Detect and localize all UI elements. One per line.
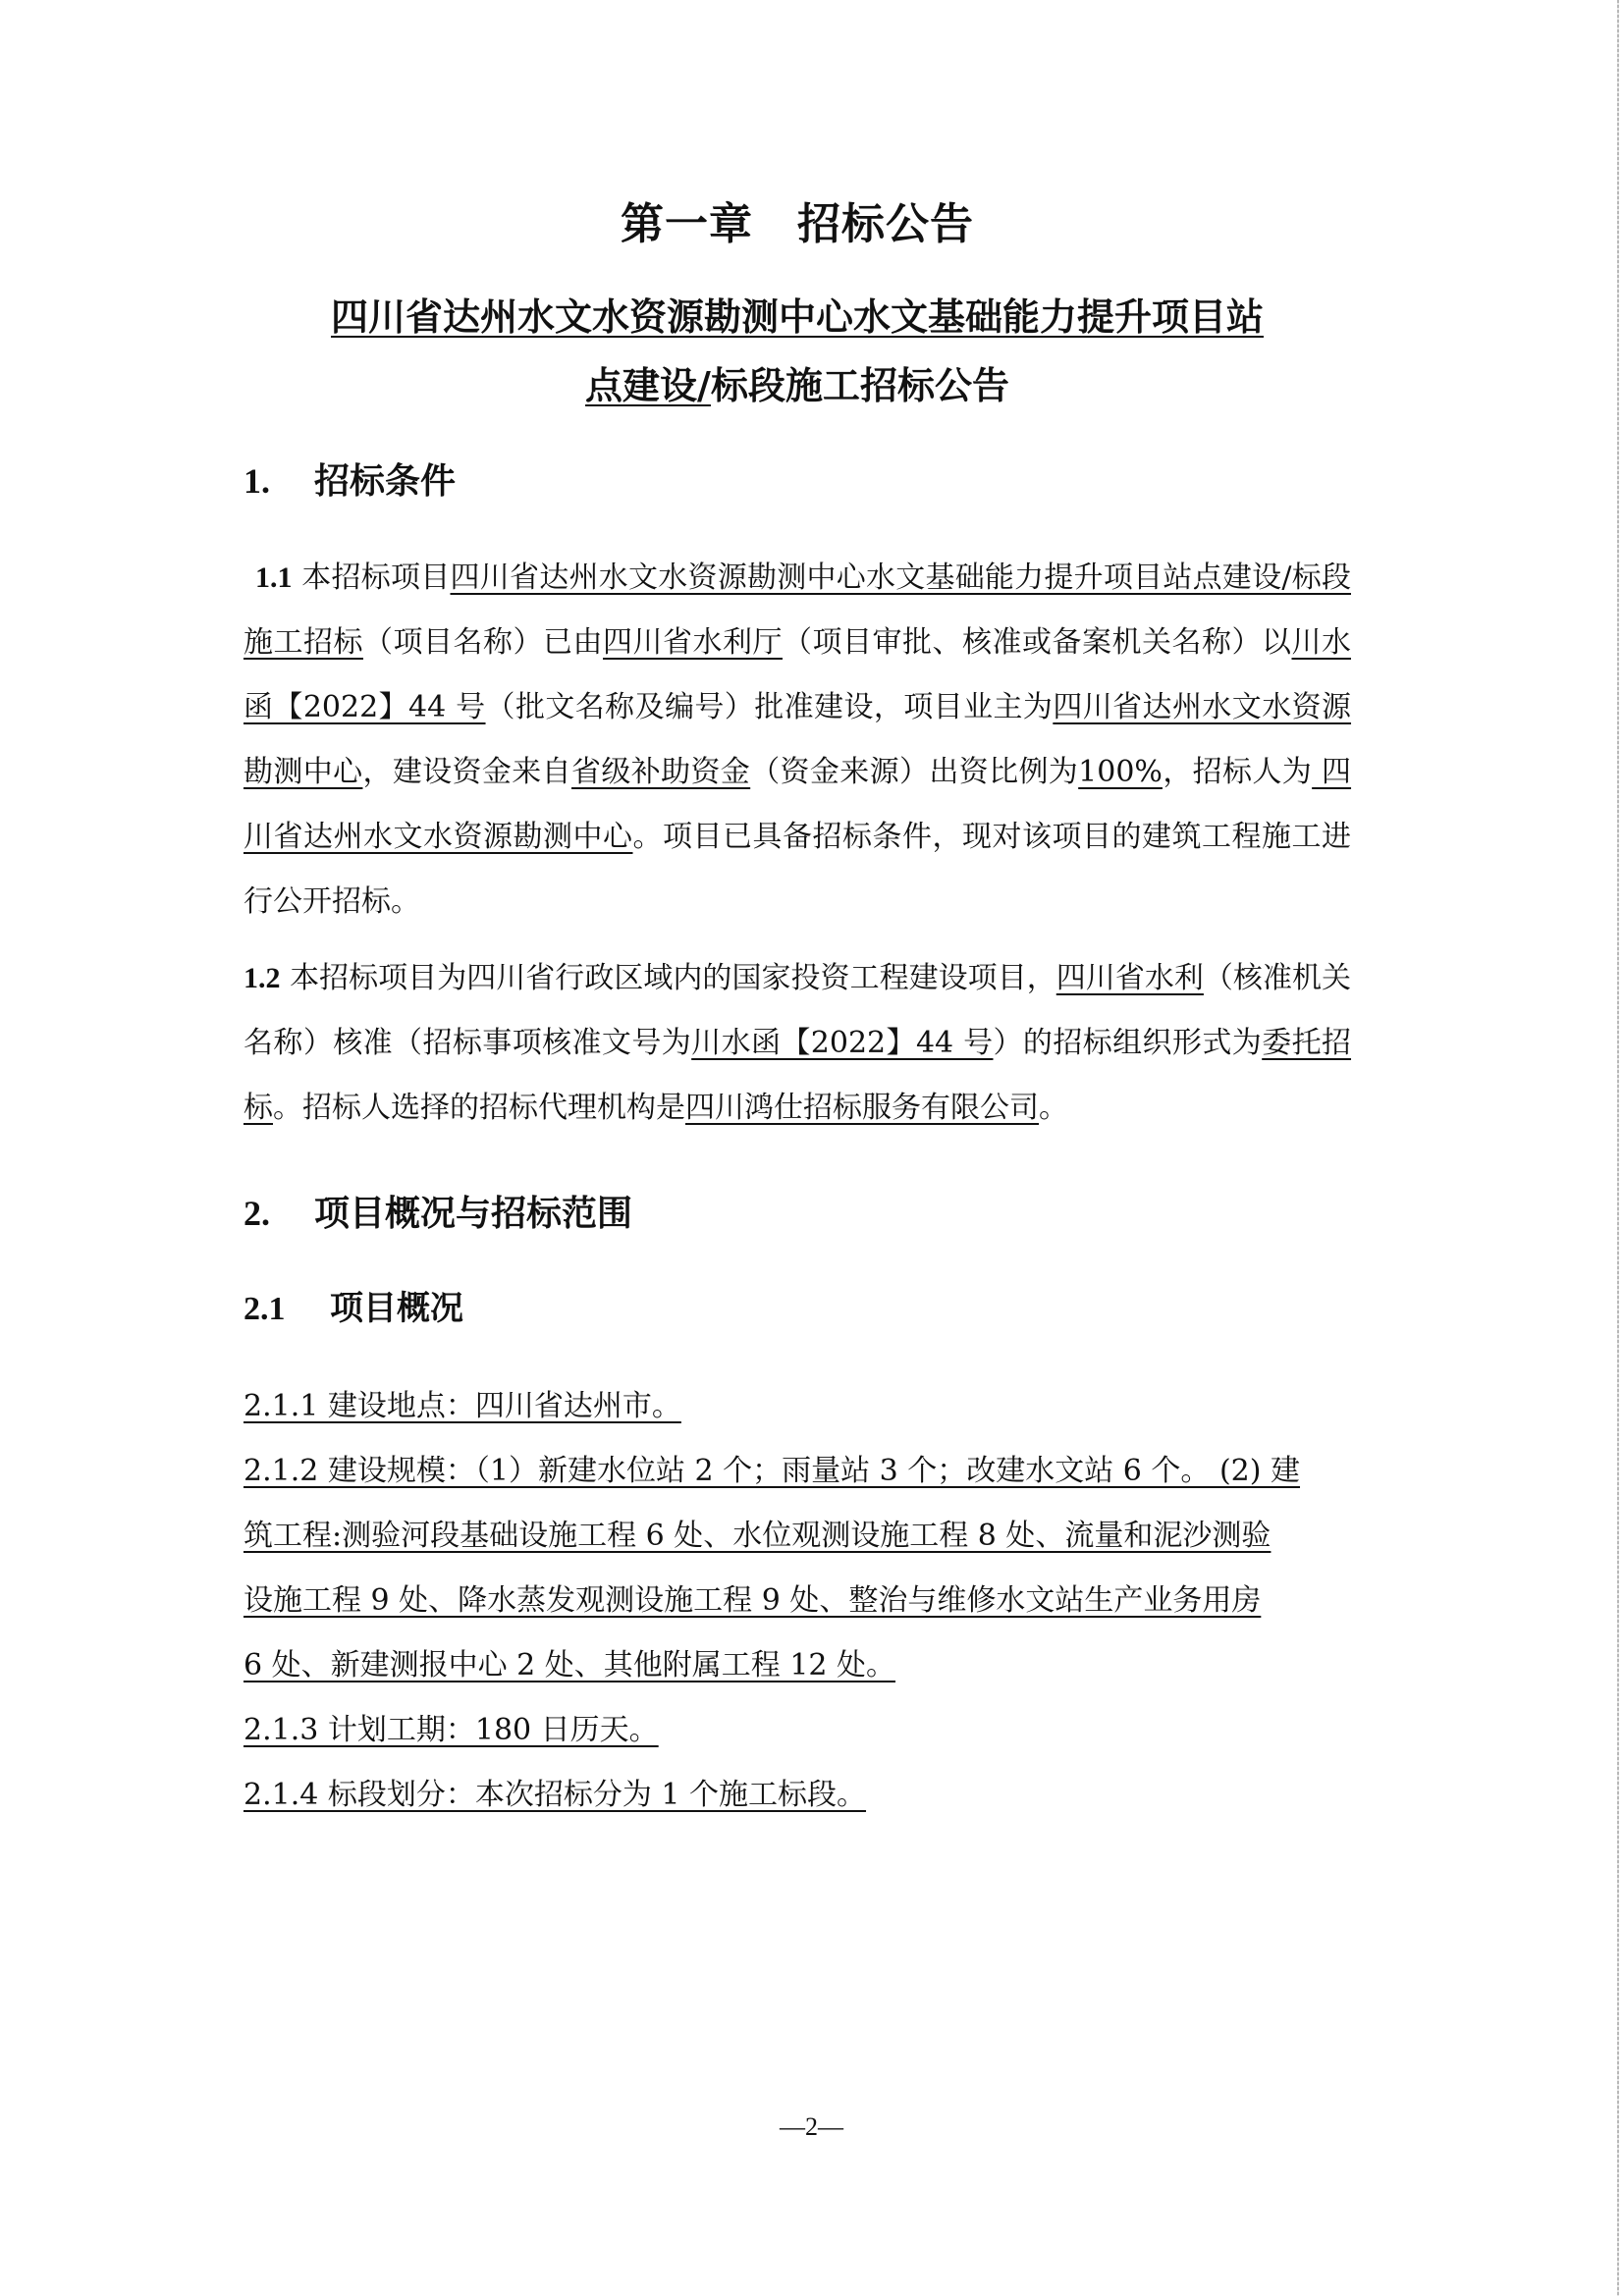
text: ，招标人为 bbox=[1162, 755, 1313, 789]
item-line: 2.1.2 建设规模：（1）新建水位站 2 个；雨量站 3 个；改建水文站 6 个。 (2) 建 bbox=[243, 1454, 1301, 1488]
scan-edge-line bbox=[1617, 0, 1619, 2296]
approval-doc: 川水函【2022】44 号 bbox=[243, 625, 1351, 724]
page-number: —2— bbox=[780, 2112, 843, 2141]
section-number: 2. bbox=[243, 1194, 270, 1233]
tender-agency: 四川鸿仕招标服务有限公司 bbox=[685, 1091, 1039, 1125]
text: 。项目已具备招标条件，现对该项目的建筑工程施工进行公开招标。 bbox=[243, 820, 1351, 919]
fund-source: 省级补助资金 bbox=[571, 755, 751, 789]
text: （项目名称）已由 bbox=[363, 625, 603, 660]
clause-label: 1.2 bbox=[243, 962, 281, 994]
project-name: 四川省达州水文水资源勘测中心水文基础能力提升项目站点建设/标段施工招标 bbox=[243, 561, 1351, 660]
item-line: 2.1.4 标段划分：本次招标分为 1 个施工标段。 bbox=[243, 1778, 867, 1812]
chapter-title: 第一章 招标公告 bbox=[621, 199, 974, 249]
text: （资金来源）出资比例为 bbox=[750, 755, 1079, 789]
item-2-1-4 bbox=[243, 1763, 1351, 1828]
section-number: 1. bbox=[243, 461, 270, 501]
text: （批文名称及编号）批准建设，项目业主为 bbox=[485, 690, 1054, 724]
text: 本招标项目为四川省行政区域内的国家投资工程建设项目， bbox=[280, 961, 1056, 995]
text: （项目审批、核准或备案机关名称）以 bbox=[783, 625, 1292, 660]
text: 本招标项目 bbox=[292, 561, 451, 595]
approver: 四川省水利厅 bbox=[603, 625, 783, 660]
approval-authority: 四川省水利 bbox=[1055, 961, 1204, 995]
subsection-number: 2.1 bbox=[243, 1291, 286, 1327]
project-owner: 四川省达州水文水资源勘测中心 bbox=[243, 690, 1352, 789]
paragraph-1-2 bbox=[243, 946, 1351, 1141]
item-line: 设施工程 9 处、降水蒸发观测设施工程 9 处、整治与维修水文站生产业务用房 bbox=[243, 1583, 1262, 1618]
notice-title-rest: 标段施工招标公告 bbox=[710, 364, 1009, 407]
item-2-1-2 bbox=[243, 1439, 1351, 1698]
text: 。招标人选择的招标代理机构是 bbox=[273, 1091, 685, 1125]
tenderer: 四川省达州水文水资源勘测中心 bbox=[243, 755, 1352, 854]
item-line: 6 处、新建测报中心 2 处、其他附属工程 12 处。 bbox=[243, 1648, 896, 1682]
paragraph-1-1 bbox=[243, 546, 1351, 934]
tender-form: 委托招标 bbox=[243, 1026, 1352, 1125]
text: 。 bbox=[1039, 1091, 1068, 1125]
item-line: 2.1.3 计划工期：180 日历天。 bbox=[243, 1713, 659, 1747]
text: （核准机关名称）核准（招标事项核准文号为 bbox=[243, 961, 1352, 1060]
item-line: 2.1.1 建设地点：四川省达州市。 bbox=[243, 1389, 681, 1423]
item-2-1-3 bbox=[243, 1698, 1351, 1763]
section-1-heading bbox=[243, 454, 456, 504]
item-line: 筑工程:测验河段基础设施工程 6 处、水位观测设施工程 8 处、流量和泥沙测验 bbox=[243, 1519, 1271, 1553]
subsection-2-1-heading bbox=[243, 1281, 463, 1329]
notice-title-underlined: 四川省达州水文水资源勘测中心水文基础能力提升项目站 bbox=[330, 295, 1264, 339]
clause-label: 1.1 bbox=[255, 561, 293, 594]
subsection-title: 项目概况 bbox=[330, 1289, 463, 1328]
text: ，建设资金来自 bbox=[362, 755, 571, 789]
notice-title-line-2 bbox=[243, 355, 1351, 409]
approval-doc-number: 川水函【2022】44 号 bbox=[691, 1026, 994, 1060]
text: ）的招标组织形式为 bbox=[993, 1026, 1263, 1060]
notice-title-line-1 bbox=[243, 287, 1351, 341]
item-2-1-1 bbox=[243, 1374, 1351, 1439]
section-title: 项目概况与招标范围 bbox=[314, 1194, 633, 1234]
section-2-heading bbox=[243, 1186, 632, 1236]
section-title: 招标条件 bbox=[314, 461, 457, 502]
notice-title-underlined-part: 点建设/ bbox=[585, 364, 711, 407]
fund-ratio: 100% bbox=[1078, 755, 1163, 789]
